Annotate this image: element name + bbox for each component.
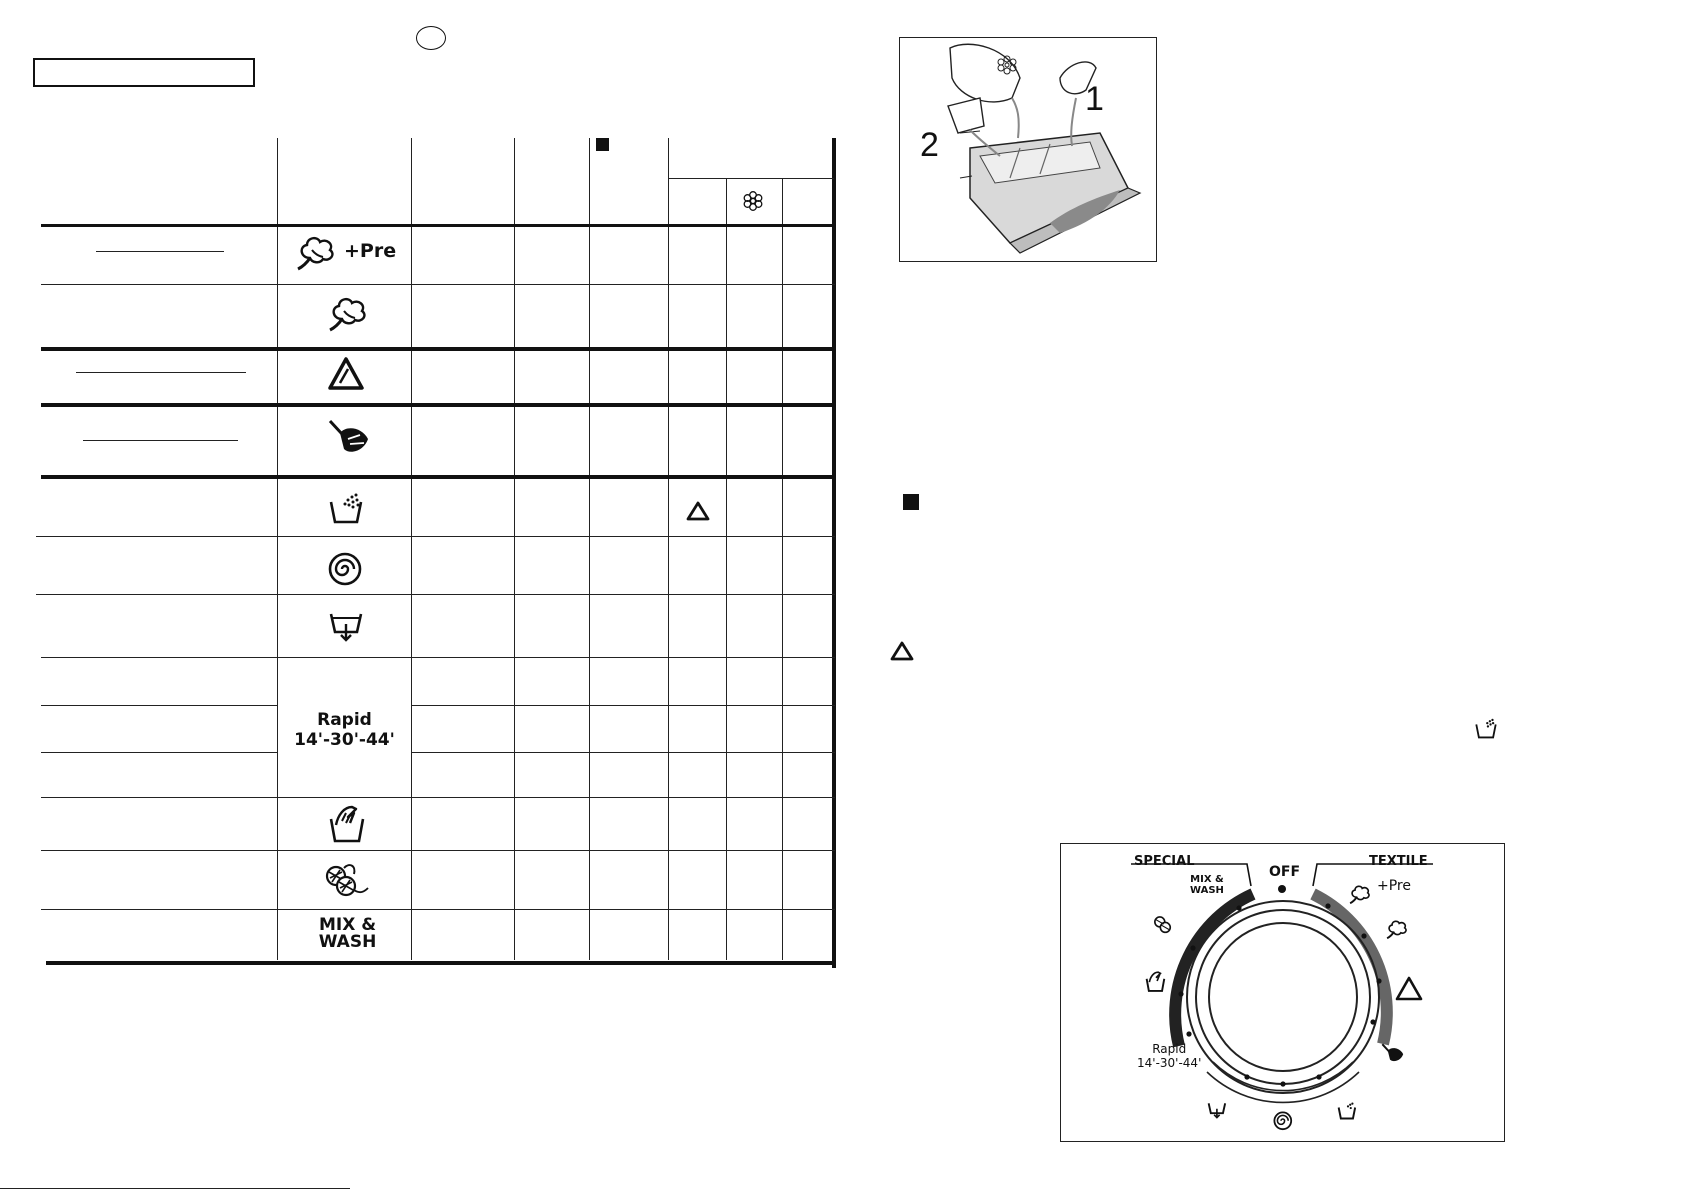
rapid-label: Rapid: [317, 710, 372, 730]
dial-textile-label: TEXTILE: [1369, 854, 1428, 869]
triangle-warning-icon: [890, 641, 914, 661]
program-dial[interactable]: [1061, 844, 1504, 1141]
dial-mix-wash-line2: WASH: [1190, 885, 1224, 896]
plus-pre-label: +Pre: [344, 240, 397, 262]
rinse-icon: [328, 492, 364, 526]
dial-special-label: SPECIAL: [1134, 854, 1195, 869]
dial-mix-wash-line1: MIX &: [1190, 874, 1224, 885]
footer-rule: [0, 1188, 350, 1189]
language-badge: [416, 26, 446, 50]
mix-wash-label: [310, 917, 385, 951]
feather-delicates-icon: [324, 417, 372, 459]
cotton-icon: [328, 295, 372, 333]
mix-wash-line1: MIX &: [318, 915, 377, 935]
synthetic-triangle-icon: [326, 355, 366, 393]
hand-wash-icon: [328, 803, 366, 845]
dial-rapid-label: [1137, 1042, 1201, 1070]
cotton-icon: [1387, 921, 1406, 938]
spin-icon: [327, 551, 363, 587]
rapid-times-label: 14'-30'-44': [294, 730, 395, 750]
dial-rapid-times: 14'-30'-44': [1137, 1056, 1202, 1070]
square-marker-icon: [596, 138, 609, 151]
compartment-label-2: 2: [920, 126, 939, 164]
rinse-icon: [1474, 718, 1498, 740]
rapid-program-label: [278, 710, 411, 750]
cotton-icon: [296, 234, 340, 272]
title-box: [33, 58, 255, 87]
drain-icon: [328, 608, 364, 642]
detergent-drawer-illustration: [899, 37, 1157, 262]
dial-mix-wash-label: [1190, 874, 1224, 896]
dial-off-label: OFF: [1269, 864, 1301, 880]
cotton-icon: [1350, 886, 1369, 903]
mix-wash-line2: WASH: [318, 932, 377, 952]
dial-plus-pre-label: +Pre: [1377, 878, 1411, 894]
softener-flower-icon: [742, 190, 764, 212]
dial-rapid-text: Rapid: [1152, 1042, 1187, 1056]
square-marker-icon: [903, 494, 919, 510]
triangle-warning-icon: [686, 501, 710, 521]
wool-icon: [320, 858, 370, 902]
compartment-label-1: 1: [1085, 80, 1104, 118]
program-selector-dial-panel: [1060, 843, 1505, 1142]
